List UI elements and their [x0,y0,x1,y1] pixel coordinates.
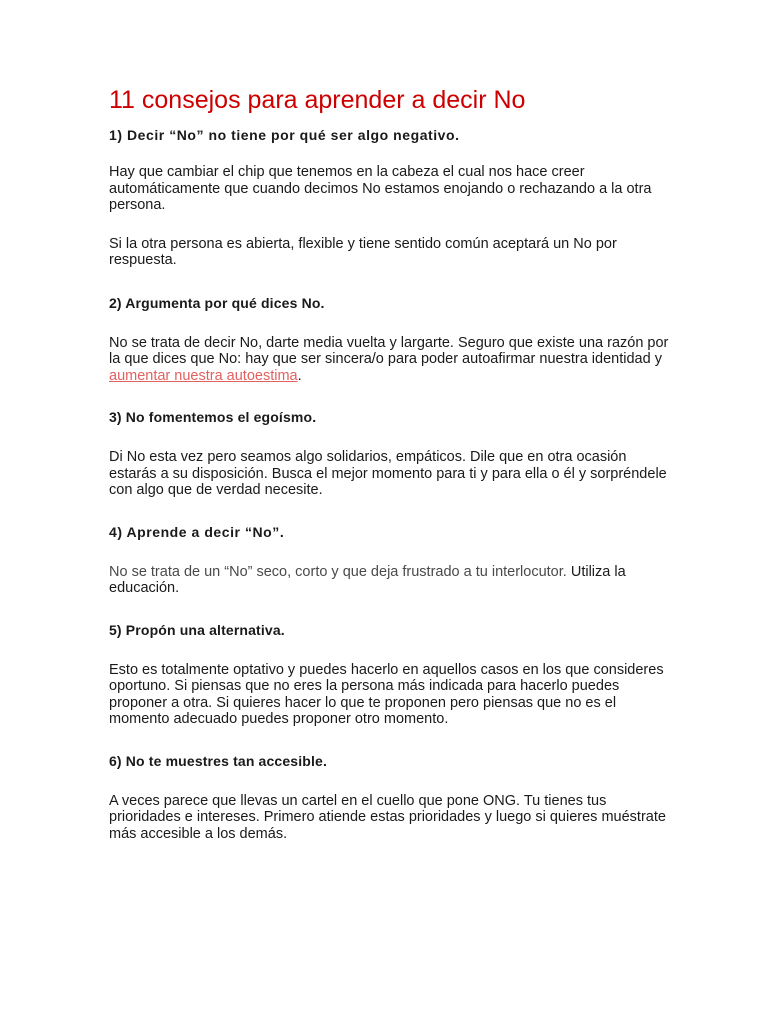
section-2-paragraph [109,335,669,385]
section-3-heading: 3) No fomentemos el egoísmo. [109,409,317,425]
section-4-paragraph [109,564,669,597]
section-6-heading: 6) No te muestres tan accesible. [109,752,327,769]
section-2-text-end: . [297,367,302,384]
section-1-heading: 1) Decir “No” no tiene por qué ser algo negativo. [109,127,460,143]
section-3-paragraph: Di No esta vez pero seamos algo solidarios, empáticos. Dile que en otra ocasión estarás a su disposición. Busca el mejor momento para ti y para ella o él y sorpréndele con algo que de verdad necesite. [109,449,667,498]
section-5-heading: 5) Propón una alternativa. [109,621,285,638]
section-4-text: Utiliza la educación. [109,563,626,596]
document-title: 11 consejos para aprender a decir No [109,86,526,114]
section-1-paragraph-1: Hay que cambiar el chip que tenemos en la cabeza el cual nos hace creer automáticamente que cuando decimos No estamos enojando o rechazando a la otra persona. [109,164,652,213]
section-6-paragraph: A veces parece que llevas un cartel en el cuello que pone ONG. Tu tienes tus prioridades e intereses. Primero atiende estas prioridades y luego si quieres muéstrate más accesible a los demás. [109,792,666,842]
section-4-text-light: No se trata de un “No” seco, corto y que deja frustrado a tu interlocutor. [109,563,567,580]
section-5-paragraph: Esto es totalmente optativo y puedes hacerlo en aquellos casos en los que consideres oportuno. Si piensas que no eres la persona más indicada para hacerlo puedes proponer a otra. Si quieres hacer lo que te proponen pero piensas que no es el momento adecuado puedes proponer otro momento. [109,661,664,727]
document-page [109,84,669,842]
section-2-text: No se trata de decir No, darte media vuelta y largarte. Seguro que existe una razón por la que dices que No: hay que ser sincera/o para poder autoafirmar nuestra identidad y [109,334,669,367]
section-2-heading: 2) Argumenta por qué dices No. [109,294,325,311]
section-4-heading: 4) Aprende a decir “No”. [109,523,285,540]
section-1-paragraph-2: Si la otra persona es abierta, flexible y tiene sentido común aceptará un No por respuesta. [109,235,617,268]
autoestima-link[interactable]: aumentar nuestra autoestima [109,367,298,384]
